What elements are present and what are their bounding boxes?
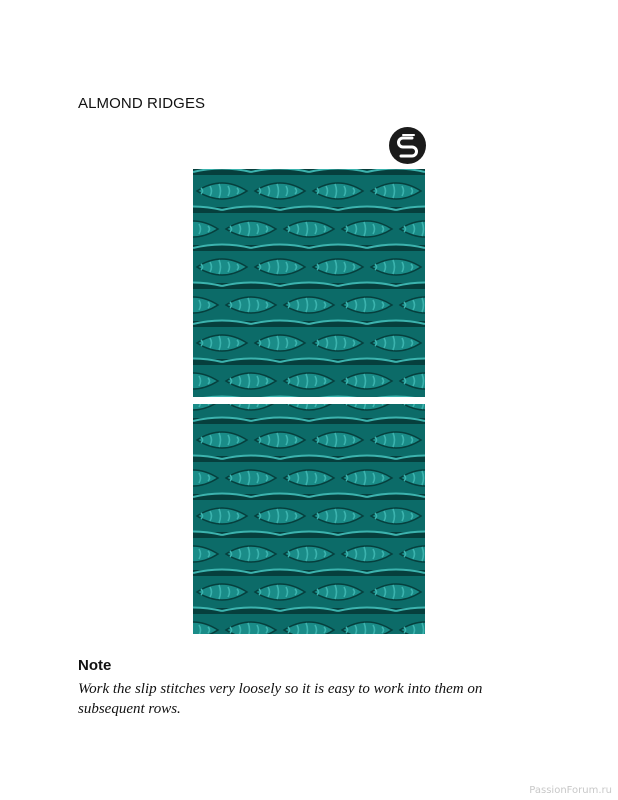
page-title: ALMOND RIDGES (78, 95, 206, 112)
watermark: PassionForum.ru (529, 785, 612, 796)
logo-badge (389, 127, 426, 164)
stitch-swatch-photo-bottom (193, 404, 425, 634)
stitch-swatch-photo-top (193, 169, 425, 397)
crochet-hook-s-logo-icon (389, 127, 426, 164)
note-heading: Note (78, 657, 112, 674)
note-body: Work the slip stitches very loosely so it is easy to work into them on subsequent rows. (78, 681, 483, 717)
